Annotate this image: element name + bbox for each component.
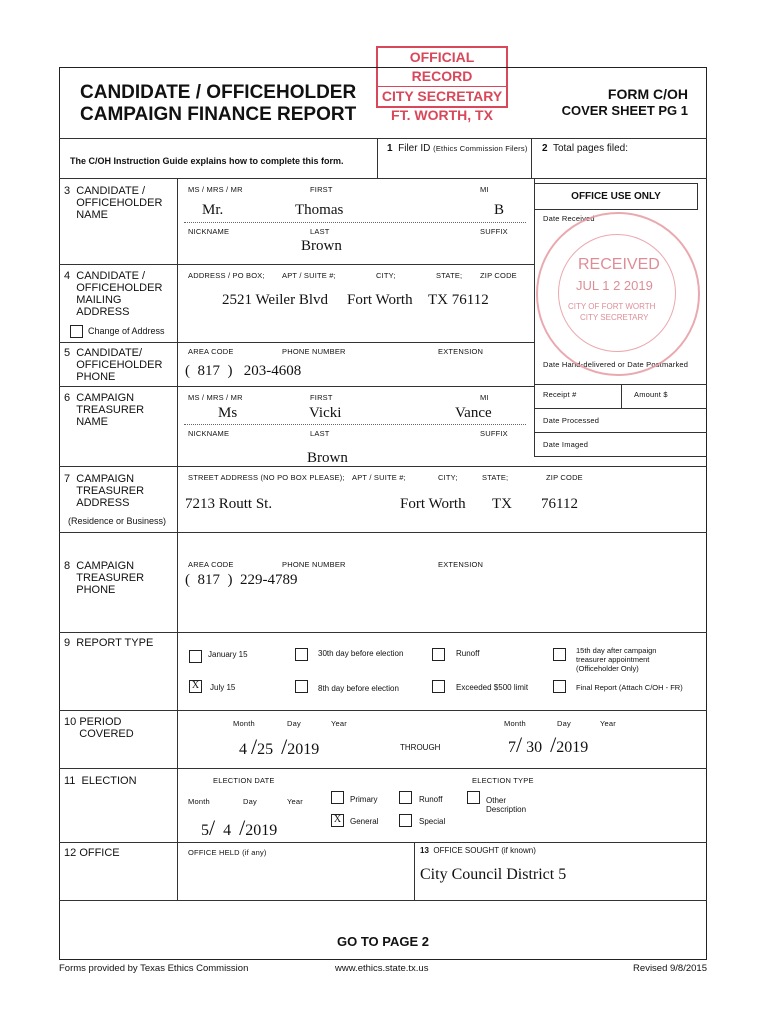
field-title-label: MS / MRS / MR bbox=[188, 185, 243, 194]
treasurer-city: Fort Worth bbox=[400, 496, 466, 512]
report-jan15-checkbox[interactable] bbox=[189, 650, 202, 663]
sec3-label: 3 CANDIDATE / OFFICEHOLDER NAME bbox=[64, 185, 163, 221]
report-final-label: Final Report (Attach C/OH - FR) bbox=[576, 683, 683, 692]
stamp-line2: CITY SECRETARY bbox=[381, 88, 503, 104]
treasurer-title: Ms bbox=[218, 405, 238, 421]
go-to-page-2: GO TO PAGE 2 bbox=[337, 934, 429, 949]
report-15day-after-label: 15th day after campaign treasurer appointment (Officeholder Only) bbox=[576, 646, 657, 673]
report-jan15-label: January 15 bbox=[208, 650, 248, 659]
received-title: RECEIVED bbox=[578, 256, 660, 273]
election-month-label: Month bbox=[188, 797, 210, 806]
treasurer-state: TX bbox=[492, 496, 512, 512]
field-area-label: AREA CODE bbox=[188, 560, 234, 569]
treasurer-zip: 76112 bbox=[541, 496, 578, 512]
field-street-label: STREET ADDRESS (NO PO BOX PLEASE); bbox=[188, 473, 345, 482]
election-day-label: Day bbox=[243, 797, 257, 806]
date-received-label: Date Received bbox=[543, 214, 595, 223]
from-month-label: Month bbox=[233, 719, 255, 728]
sec11-label: 11 ELECTION bbox=[64, 775, 137, 787]
residence-note: (Residence or Business) bbox=[68, 516, 167, 526]
from-day-label: Day bbox=[287, 719, 301, 728]
sec7-label: 7 CAMPAIGN TREASURER ADDRESS bbox=[64, 473, 145, 509]
date-processed-label: Date Processed bbox=[543, 416, 600, 425]
period-to: 7/ 30 /2019 bbox=[508, 732, 589, 757]
cover-sheet-label: COVER SHEET PG 1 bbox=[561, 103, 688, 118]
election-special-label: Special bbox=[419, 817, 446, 826]
treasurer-last: Brown bbox=[307, 450, 348, 466]
report-30day-checkbox[interactable] bbox=[295, 648, 308, 661]
candidate-first: Thomas bbox=[295, 202, 344, 218]
treasurer-street: 7213 Routt St. bbox=[185, 496, 273, 512]
report-jul15-checkbox[interactable]: X bbox=[189, 680, 202, 693]
treasurer-phone: ( 817 ) 229-4789 bbox=[185, 572, 298, 588]
election-primary-checkbox[interactable] bbox=[331, 791, 344, 804]
candidate-last: Brown bbox=[301, 238, 342, 254]
field-first-label: FIRST bbox=[310, 185, 333, 194]
field-phone-label: PHONE NUMBER bbox=[282, 560, 346, 569]
election-date: 5/ 4 /2019 bbox=[201, 815, 278, 840]
amount-label: Amount $ bbox=[634, 390, 668, 399]
election-other-label: Other Description bbox=[486, 796, 527, 814]
to-month-label: Month bbox=[504, 719, 526, 728]
office-sought-value: City Council District 5 bbox=[420, 866, 567, 883]
received-stamp bbox=[536, 212, 700, 376]
field-zip-label: ZIP CODE bbox=[480, 271, 517, 280]
form-id: FORM C/OH bbox=[607, 86, 688, 102]
report-30day-label: 30th day before election bbox=[318, 649, 404, 658]
field-mi-label: MI bbox=[480, 393, 489, 402]
change-of-address-checkbox[interactable] bbox=[70, 325, 83, 338]
report-runoff-checkbox[interactable] bbox=[432, 648, 445, 661]
field-title-label: MS / MRS / MR bbox=[188, 393, 243, 402]
report-8day-checkbox[interactable] bbox=[295, 680, 308, 693]
filer-id-label: 1 Filer ID (Ethics Commission Filers) bbox=[387, 143, 528, 154]
field-phone-label: PHONE NUMBER bbox=[282, 347, 346, 356]
treasurer-mi: Vance bbox=[455, 405, 492, 421]
field-apt-label: APT / SUITE #; bbox=[282, 271, 336, 280]
candidate-city: Fort Worth bbox=[347, 292, 413, 308]
treasurer-first: Vicki bbox=[309, 405, 342, 421]
report-exceeded-label: Exceeded $500 limit bbox=[456, 683, 529, 692]
election-runoff-label: Runoff bbox=[419, 795, 443, 804]
report-exceeded-checkbox[interactable] bbox=[432, 680, 445, 693]
report-15day-after-checkbox[interactable] bbox=[553, 648, 566, 661]
report-8day-label: 8th day before election bbox=[318, 684, 399, 693]
footer-provider: Forms provided by Texas Ethics Commission bbox=[59, 963, 249, 974]
office-use-title: OFFICE USE ONLY bbox=[534, 183, 698, 210]
report-jul15-label: July 15 bbox=[210, 683, 236, 692]
election-year-label: Year bbox=[287, 797, 303, 806]
footer-revised: Revised 9/8/2015 bbox=[633, 963, 707, 974]
field-address-label: ADDRESS / PO BOX; bbox=[188, 271, 265, 280]
sec8-label: 8 CAMPAIGN TREASURER PHONE bbox=[64, 560, 145, 596]
candidate-address: 2521 Weiler Blvd bbox=[222, 292, 329, 308]
field-area-label: AREA CODE bbox=[188, 347, 234, 356]
election-primary-label: Primary bbox=[350, 795, 378, 804]
candidate-phone: ( 817 ) 203-4608 bbox=[185, 363, 302, 379]
candidate-state-zip: TX 76112 bbox=[428, 292, 489, 308]
footer-website: www.ethics.state.tx.us bbox=[335, 963, 429, 974]
title-line1: CANDIDATE / OFFICEHOLDER bbox=[80, 82, 357, 103]
election-runoff-checkbox[interactable] bbox=[399, 791, 412, 804]
field-extension-label: EXTENSION bbox=[438, 347, 484, 356]
election-general-checkbox[interactable]: X bbox=[331, 814, 344, 827]
field-city-label: CITY; bbox=[438, 473, 458, 482]
change-of-address-label: Change of Address bbox=[88, 326, 165, 336]
field-first-label: FIRST bbox=[310, 393, 333, 402]
sec10-label: 10 PERIOD COVERED bbox=[64, 716, 134, 740]
receipt-label: Receipt # bbox=[543, 390, 577, 399]
office-sought-label: 13 OFFICE SOUGHT (if known) bbox=[420, 846, 536, 855]
to-day-label: Day bbox=[557, 719, 571, 728]
report-final-checkbox[interactable] bbox=[553, 680, 566, 693]
field-suffix-label: SUFFIX bbox=[480, 429, 508, 438]
field-mi-label: MI bbox=[480, 185, 489, 194]
election-other-checkbox[interactable] bbox=[467, 791, 480, 804]
date-postmarked-label: Date Hand-delivered or Date Postmarked bbox=[543, 360, 689, 369]
date-imaged-label: Date Imaged bbox=[543, 440, 589, 449]
field-last-label: LAST bbox=[310, 429, 330, 438]
received-line4: CITY SECRETARY bbox=[580, 313, 649, 322]
field-last-label: LAST bbox=[310, 227, 330, 236]
sec9-label: 9 REPORT TYPE bbox=[64, 637, 154, 649]
sec5-label: 5 CANDIDATE/ OFFICEHOLDER PHONE bbox=[64, 347, 163, 383]
office-held-label: OFFICE HELD (if any) bbox=[188, 848, 267, 857]
election-general-label: General bbox=[350, 817, 379, 826]
form-title bbox=[80, 82, 356, 126]
candidate-title: Mr. bbox=[202, 202, 224, 218]
period-from: 4 /25 /2019 bbox=[239, 734, 320, 759]
field-nickname-label: NICKNAME bbox=[188, 429, 230, 438]
field-suffix-label: SUFFIX bbox=[480, 227, 508, 236]
candidate-mi: B bbox=[494, 202, 505, 218]
field-state-label: STATE; bbox=[436, 271, 463, 280]
from-year-label: Year bbox=[331, 719, 347, 728]
field-nickname-label: NICKNAME bbox=[188, 227, 230, 236]
to-year-label: Year bbox=[600, 719, 616, 728]
sec4-label: 4 CANDIDATE / OFFICEHOLDER MAILING ADDRESS bbox=[64, 270, 163, 318]
through-label: THROUGH bbox=[400, 743, 441, 752]
sec12-label: 12 OFFICE bbox=[64, 847, 120, 859]
field-extension-label: EXTENSION bbox=[438, 560, 484, 569]
instruction-text: The C/OH Instruction Guide explains how to complete this form. bbox=[70, 156, 344, 166]
field-city-label: CITY; bbox=[376, 271, 396, 280]
field-zip-label: ZIP CODE bbox=[546, 473, 583, 482]
election-special-checkbox[interactable] bbox=[399, 814, 412, 827]
received-date: JUL 1 2 2019 bbox=[576, 278, 653, 293]
report-runoff-label: Runoff bbox=[456, 649, 480, 658]
stamp-line3: FT. WORTH, TX bbox=[391, 107, 493, 123]
sec6-label: 6 CAMPAIGN TREASURER NAME bbox=[64, 392, 145, 428]
stamp-line1: OFFICIAL RECORD bbox=[378, 48, 506, 87]
election-date-label: ELECTION DATE bbox=[213, 776, 275, 785]
title-line2: CAMPAIGN FINANCE REPORT bbox=[80, 104, 357, 125]
field-state-label: STATE; bbox=[482, 473, 509, 482]
received-line3: CITY OF FORT WORTH bbox=[568, 302, 656, 311]
pages-filed-label: 2 Total pages filed: bbox=[542, 143, 629, 154]
field-apt-label: APT / SUITE #; bbox=[352, 473, 406, 482]
election-type-label: ELECTION TYPE bbox=[472, 776, 534, 785]
